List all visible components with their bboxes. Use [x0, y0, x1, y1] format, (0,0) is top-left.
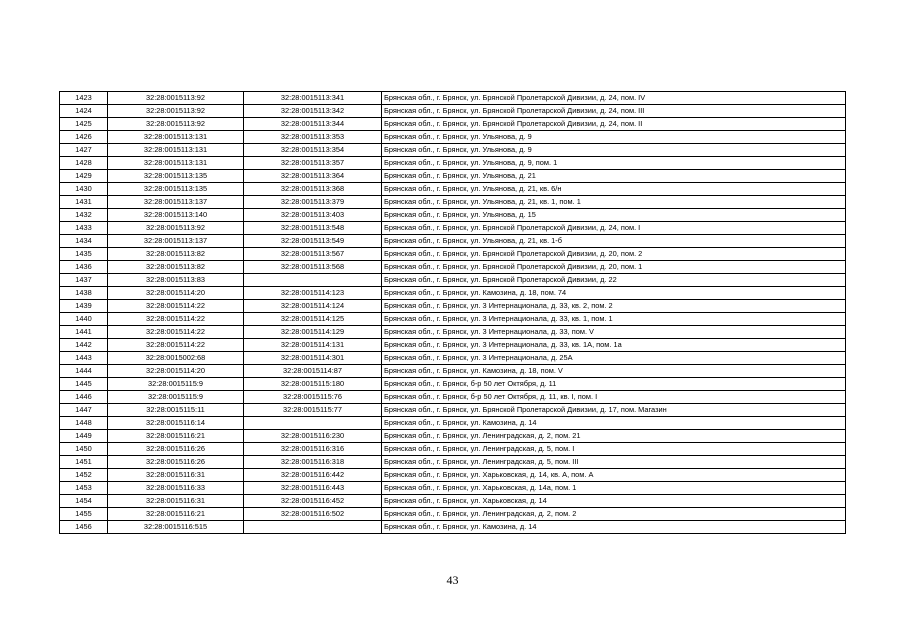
- address-cell: Брянская обл., г. Брянск, ул. Ленинградская, д. 2, пом. 21: [382, 430, 846, 443]
- address-cell: Брянская обл., г. Брянск, ул. 3 Интернационала, д. 33, кв. 2, пом. 2: [382, 300, 846, 313]
- table-row: [60, 391, 846, 404]
- row-number-cell: 1451: [60, 456, 108, 469]
- object-cadastral-number-cell: [244, 521, 382, 534]
- address-cell: Брянская обл., г. Брянск, ул. 3 Интернационала, д. 25А: [382, 352, 846, 365]
- address-cell: Брянская обл., г. Брянск, ул. Харьковская, д. 14: [382, 495, 846, 508]
- row-number-cell: 1434: [60, 235, 108, 248]
- address-cell: Брянская обл., г. Брянск, ул. Ленинградская, д. 2, пом. 2: [382, 508, 846, 521]
- address-cell: Брянская обл., г. Брянск, ул. Камозина, д. 14: [382, 417, 846, 430]
- table-row: [60, 300, 846, 313]
- row-number-cell: 1447: [60, 404, 108, 417]
- address-cell: Брянская обл., г. Брянск, ул. Ульянова, д. 21: [382, 170, 846, 183]
- row-number-cell: 1427: [60, 144, 108, 157]
- land-cadastral-number-cell: 32:28:0015114:20: [108, 365, 244, 378]
- land-cadastral-number-cell: 32:28:0015002:68: [108, 352, 244, 365]
- land-cadastral-number-cell: 32:28:0015113:140: [108, 209, 244, 222]
- address-cell: Брянская обл., г. Брянск, ул. Ульянова, д. 21, кв. 6/н: [382, 183, 846, 196]
- address-cell: Брянская обл., г. Брянск, ул. Ульянова, д. 9: [382, 144, 846, 157]
- land-cadastral-number-cell: 32:28:0015113:137: [108, 235, 244, 248]
- address-cell: Брянская обл., г. Брянск, ул. Брянской Пролетарской Дивизии, д. 17, пом. Магазин: [382, 404, 846, 417]
- land-cadastral-number-cell: 32:28:0015114:22: [108, 313, 244, 326]
- row-number-cell: 1454: [60, 495, 108, 508]
- row-number-cell: 1433: [60, 222, 108, 235]
- row-number-cell: 1436: [60, 261, 108, 274]
- table-row: [60, 170, 846, 183]
- row-number-cell: 1449: [60, 430, 108, 443]
- address-cell: Брянская обл., г. Брянск, ул. Брянской Пролетарской Дивизии, д. 20, пом. 2: [382, 248, 846, 261]
- row-number-cell: 1439: [60, 300, 108, 313]
- table-row: [60, 196, 846, 209]
- land-cadastral-number-cell: 32:28:0015114:22: [108, 326, 244, 339]
- table-row: [60, 209, 846, 222]
- land-cadastral-number-cell: 32:28:0015116:14: [108, 417, 244, 430]
- table-row: [60, 521, 846, 534]
- object-cadastral-number-cell: 32:28:0015114:87: [244, 365, 382, 378]
- table-row: [60, 313, 846, 326]
- land-cadastral-number-cell: 32:28:0015116:26: [108, 456, 244, 469]
- row-number-cell: 1453: [60, 482, 108, 495]
- row-number-cell: 1425: [60, 118, 108, 131]
- object-cadastral-number-cell: 32:28:0015116:443: [244, 482, 382, 495]
- land-cadastral-number-cell: 32:28:0015114:20: [108, 287, 244, 300]
- object-cadastral-number-cell: 32:28:0015113:549: [244, 235, 382, 248]
- land-cadastral-number-cell: 32:28:0015116:31: [108, 469, 244, 482]
- object-cadastral-number-cell: 32:28:0015114:131: [244, 339, 382, 352]
- address-cell: Брянская обл., г. Брянск, б-р 50 лет Октября, д. 11, кв. I, пом. I: [382, 391, 846, 404]
- row-number-cell: 1441: [60, 326, 108, 339]
- table-row: [60, 326, 846, 339]
- object-cadastral-number-cell: 32:28:0015115:180: [244, 378, 382, 391]
- object-cadastral-number-cell: 32:28:0015114:301: [244, 352, 382, 365]
- object-cadastral-number-cell: 32:28:0015116:316: [244, 443, 382, 456]
- land-cadastral-number-cell: 32:28:0015115:9: [108, 378, 244, 391]
- object-cadastral-number-cell: 32:28:0015113:364: [244, 170, 382, 183]
- object-cadastral-number-cell: 32:28:0015114:125: [244, 313, 382, 326]
- address-cell: Брянская обл., г. Брянск, ул. Брянской Пролетарской Дивизии, д. 24, пом. IV: [382, 92, 846, 105]
- object-cadastral-number-cell: 32:28:0015113:354: [244, 144, 382, 157]
- address-cell: Брянская обл., г. Брянск, ул. Камозина, д. 18, пом. 74: [382, 287, 846, 300]
- object-cadastral-number-cell: 32:28:0015113:379: [244, 196, 382, 209]
- address-cell: Брянская обл., г. Брянск, ул. 3 Интернационала, д. 33, кв. 1А, пом. 1а: [382, 339, 846, 352]
- land-cadastral-number-cell: 32:28:0015116:515: [108, 521, 244, 534]
- object-cadastral-number-cell: 32:28:0015113:342: [244, 105, 382, 118]
- table-row: [60, 430, 846, 443]
- land-cadastral-number-cell: 32:28:0015115:9: [108, 391, 244, 404]
- table-row: [60, 274, 846, 287]
- object-cadastral-number-cell: 32:28:0015116:230: [244, 430, 382, 443]
- row-number-cell: 1438: [60, 287, 108, 300]
- address-cell: Брянская обл., г. Брянск, ул. Ульянова, д. 21, кв. 1-б: [382, 235, 846, 248]
- row-number-cell: 1456: [60, 521, 108, 534]
- address-cell: Брянская обл., г. Брянск, ул. Брянской Пролетарской Дивизии, д. 24, пом. II: [382, 118, 846, 131]
- land-cadastral-number-cell: 32:28:0015116:26: [108, 443, 244, 456]
- address-cell: Брянская обл., г. Брянск, б-р 50 лет Октября, д. 11: [382, 378, 846, 391]
- address-cell: Брянская обл., г. Брянск, ул. Брянской Пролетарской Дивизии, д. 22: [382, 274, 846, 287]
- land-cadastral-number-cell: 32:28:0015113:137: [108, 196, 244, 209]
- object-cadastral-number-cell: 32:28:0015116:452: [244, 495, 382, 508]
- land-cadastral-number-cell: 32:28:0015116:33: [108, 482, 244, 495]
- object-cadastral-number-cell: 32:28:0015113:548: [244, 222, 382, 235]
- object-cadastral-number-cell: 32:28:0015116:442: [244, 469, 382, 482]
- land-cadastral-number-cell: 32:28:0015114:22: [108, 300, 244, 313]
- table-row: [60, 157, 846, 170]
- address-cell: Брянская обл., г. Брянск, ул. Ульянова, д. 21, кв. 1, пом. 1: [382, 196, 846, 209]
- object-cadastral-number-cell: 32:28:0015114:123: [244, 287, 382, 300]
- row-number-cell: 1429: [60, 170, 108, 183]
- land-cadastral-number-cell: 32:28:0015116:21: [108, 430, 244, 443]
- row-number-cell: 1437: [60, 274, 108, 287]
- table-row: [60, 105, 846, 118]
- row-number-cell: 1446: [60, 391, 108, 404]
- address-cell: Брянская обл., г. Брянск, ул. Ленинградская, д. 5, пом. I: [382, 443, 846, 456]
- table-row: [60, 339, 846, 352]
- land-cadastral-number-cell: 32:28:0015113:92: [108, 118, 244, 131]
- object-cadastral-number-cell: 32:28:0015115:77: [244, 404, 382, 417]
- row-number-cell: 1431: [60, 196, 108, 209]
- table-row: [60, 235, 846, 248]
- document-sheet: [59, 91, 845, 534]
- table-row: [60, 365, 846, 378]
- table-row: [60, 287, 846, 300]
- row-number-cell: 1430: [60, 183, 108, 196]
- table-row: [60, 495, 846, 508]
- table-row: [60, 469, 846, 482]
- property-table: [59, 91, 846, 534]
- row-number-cell: 1423: [60, 92, 108, 105]
- object-cadastral-number-cell: 32:28:0015113:357: [244, 157, 382, 170]
- land-cadastral-number-cell: 32:28:0015116:31: [108, 495, 244, 508]
- object-cadastral-number-cell: 32:28:0015114:124: [244, 300, 382, 313]
- table-row: [60, 183, 846, 196]
- table-row: [60, 144, 846, 157]
- address-cell: Брянская обл., г. Брянск, ул. Ленинградская, д. 5, пом. III: [382, 456, 846, 469]
- land-cadastral-number-cell: 32:28:0015113:131: [108, 144, 244, 157]
- row-number-cell: 1455: [60, 508, 108, 521]
- object-cadastral-number-cell: 32:28:0015113:344: [244, 118, 382, 131]
- table-row: [60, 404, 846, 417]
- table-row: [60, 508, 846, 521]
- address-cell: Брянская обл., г. Брянск, ул. Харьковская, д. 14а, пом. 1: [382, 482, 846, 495]
- row-number-cell: 1440: [60, 313, 108, 326]
- table-row: [60, 118, 846, 131]
- object-cadastral-number-cell: 32:28:0015113:368: [244, 183, 382, 196]
- address-cell: Брянская обл., г. Брянск, ул. Камозина, д. 14: [382, 521, 846, 534]
- row-number-cell: 1445: [60, 378, 108, 391]
- land-cadastral-number-cell: 32:28:0015113:83: [108, 274, 244, 287]
- address-cell: Брянская обл., г. Брянск, ул. Брянской Пролетарской Дивизии, д. 24, пом. I: [382, 222, 846, 235]
- address-cell: Брянская обл., г. Брянск, ул. Брянской Пролетарской Дивизии, д. 20, пом. 1: [382, 261, 846, 274]
- table-row: [60, 378, 846, 391]
- table-row: [60, 443, 846, 456]
- address-cell: Брянская обл., г. Брянск, ул. Ульянова, д. 15: [382, 209, 846, 222]
- land-cadastral-number-cell: 32:28:0015116:21: [108, 508, 244, 521]
- row-number-cell: 1435: [60, 248, 108, 261]
- table-row: [60, 92, 846, 105]
- land-cadastral-number-cell: 32:28:0015113:92: [108, 222, 244, 235]
- object-cadastral-number-cell: 32:28:0015113:341: [244, 92, 382, 105]
- page-number: 43: [446, 573, 459, 587]
- row-number-cell: 1448: [60, 417, 108, 430]
- table-row: [60, 456, 846, 469]
- address-cell: Брянская обл., г. Брянск, ул. Харьковская, д. 14, кв. А, пом. А: [382, 469, 846, 482]
- row-number-cell: 1444: [60, 365, 108, 378]
- land-cadastral-number-cell: 32:28:0015113:135: [108, 170, 244, 183]
- land-cadastral-number-cell: 32:28:0015113:131: [108, 157, 244, 170]
- land-cadastral-number-cell: 32:28:0015113:82: [108, 261, 244, 274]
- row-number-cell: 1426: [60, 131, 108, 144]
- address-cell: Брянская обл., г. Брянск, ул. Ульянова, д. 9, пом. 1: [382, 157, 846, 170]
- land-cadastral-number-cell: 32:28:0015113:92: [108, 92, 244, 105]
- object-cadastral-number-cell: [244, 274, 382, 287]
- object-cadastral-number-cell: 32:28:0015113:403: [244, 209, 382, 222]
- object-cadastral-number-cell: 32:28:0015113:568: [244, 261, 382, 274]
- table-row: [60, 417, 846, 430]
- object-cadastral-number-cell: 32:28:0015116:502: [244, 508, 382, 521]
- property-table-body: [60, 92, 846, 534]
- object-cadastral-number-cell: [244, 417, 382, 430]
- row-number-cell: 1443: [60, 352, 108, 365]
- table-row: [60, 248, 846, 261]
- land-cadastral-number-cell: 32:28:0015113:135: [108, 183, 244, 196]
- address-cell: Брянская обл., г. Брянск, ул. Ульянова, д. 9: [382, 131, 846, 144]
- table-row: [60, 131, 846, 144]
- address-cell: Брянская обл., г. Брянск, ул. 3 Интернационала, д. 33, пом. V: [382, 326, 846, 339]
- object-cadastral-number-cell: 32:28:0015115:76: [244, 391, 382, 404]
- row-number-cell: 1424: [60, 105, 108, 118]
- land-cadastral-number-cell: 32:28:0015113:131: [108, 131, 244, 144]
- row-number-cell: 1442: [60, 339, 108, 352]
- row-number-cell: 1450: [60, 443, 108, 456]
- row-number-cell: 1432: [60, 209, 108, 222]
- land-cadastral-number-cell: 32:28:0015115:11: [108, 404, 244, 417]
- address-cell: Брянская обл., г. Брянск, ул. Камозина, д. 18, пом. V: [382, 365, 846, 378]
- object-cadastral-number-cell: 32:28:0015116:318: [244, 456, 382, 469]
- address-cell: Брянская обл., г. Брянск, ул. Брянской Пролетарской Дивизии, д. 24, пом. III: [382, 105, 846, 118]
- object-cadastral-number-cell: 32:28:0015114:129: [244, 326, 382, 339]
- table-row: [60, 222, 846, 235]
- land-cadastral-number-cell: 32:28:0015113:82: [108, 248, 244, 261]
- object-cadastral-number-cell: 32:28:0015113:353: [244, 131, 382, 144]
- row-number-cell: 1428: [60, 157, 108, 170]
- land-cadastral-number-cell: 32:28:0015113:92: [108, 105, 244, 118]
- row-number-cell: 1452: [60, 469, 108, 482]
- table-row: [60, 261, 846, 274]
- table-row: [60, 352, 846, 365]
- object-cadastral-number-cell: 32:28:0015113:567: [244, 248, 382, 261]
- land-cadastral-number-cell: 32:28:0015114:22: [108, 339, 244, 352]
- table-row: [60, 482, 846, 495]
- address-cell: Брянская обл., г. Брянск, ул. 3 Интернационала, д. 33, кв. 1, пом. 1: [382, 313, 846, 326]
